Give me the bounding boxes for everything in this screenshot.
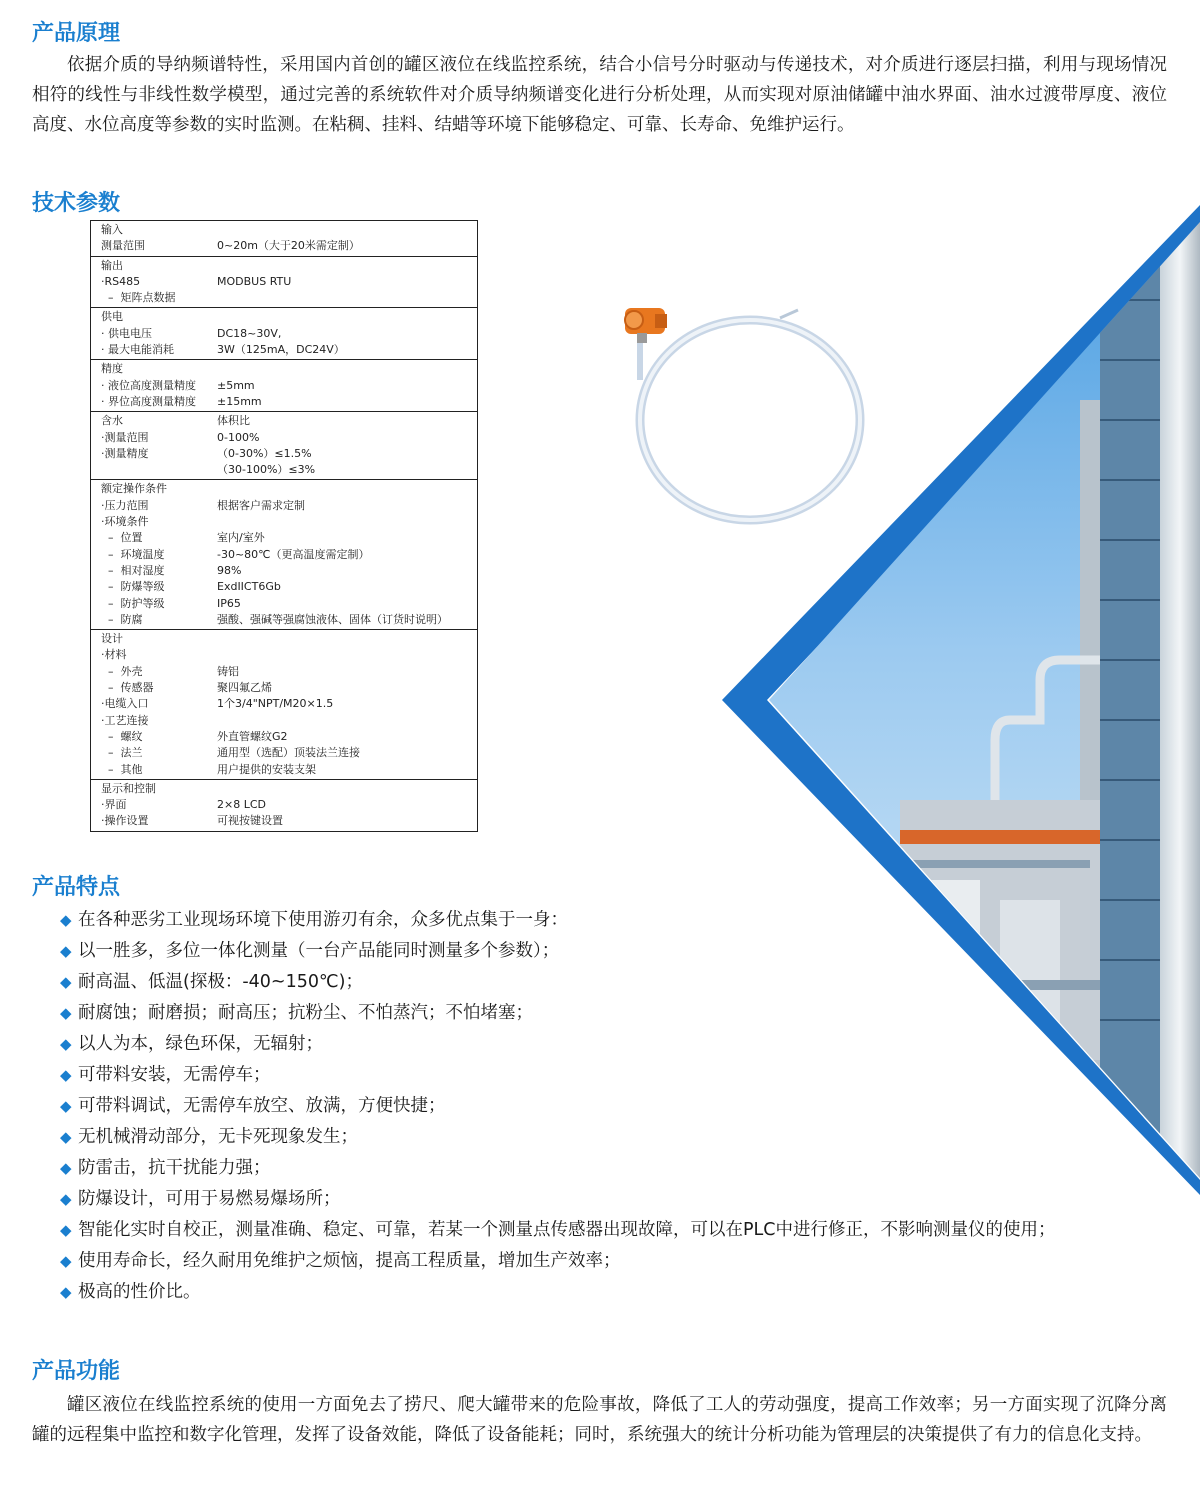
spec-key: 测量范围 bbox=[101, 239, 145, 253]
spec-key: · 最大电能消耗 bbox=[101, 343, 174, 357]
spec-key: – 防腐 bbox=[101, 612, 143, 626]
spec-key: ·测量范围 bbox=[101, 430, 149, 444]
spec-key: – 外壳 bbox=[101, 664, 143, 678]
spec-value: ±5mm bbox=[217, 378, 255, 392]
feature-item bbox=[60, 967, 1150, 998]
spec-row bbox=[101, 274, 477, 290]
diamond-bullet-icon: ◆ bbox=[60, 1221, 72, 1239]
spec-value: 0-100% bbox=[217, 430, 260, 444]
probe-illustration bbox=[625, 308, 860, 520]
feature-item bbox=[60, 1091, 1150, 1122]
spec-key bbox=[101, 462, 217, 478]
feature-item bbox=[60, 905, 1150, 936]
spec-key: – 防爆等级 bbox=[101, 580, 165, 594]
spec-key: – 位置 bbox=[101, 531, 143, 545]
spec-value: IP65 bbox=[217, 596, 241, 610]
spec-value: MODBUS RTU bbox=[217, 274, 292, 288]
spec-key: ·材料 bbox=[101, 648, 127, 662]
spec-group bbox=[91, 780, 477, 831]
function-paragraph: 罐区液位在线监控系统的使用一方面免去了捞尺、爬大罐带来的危险事故，降低了工人的劳动强度，提高工作效率；另一方面实现了沉降分离罐的远程集中监控和数字化管理，发挥了设备效能，降低了设备能耗；同时，系统强大的统计分析功能为管理层的决策提供了有力的信息化支持。 bbox=[32, 1395, 1167, 1445]
diamond-bullet-icon: ◆ bbox=[60, 1035, 72, 1053]
diamond-bullet-icon: ◆ bbox=[60, 1097, 72, 1115]
feature-text: 在各种恶劣工业现场环境下使用游刃有余，众多优点集于一身： bbox=[78, 910, 568, 930]
diamond-bullet-icon: ◆ bbox=[60, 911, 72, 929]
spec-key: · 液位高度测量精度 bbox=[101, 378, 196, 392]
spec-row bbox=[101, 514, 477, 530]
spec-key: ·测量精度 bbox=[101, 446, 149, 460]
spec-key: ·操作设置 bbox=[101, 814, 149, 828]
spec-value: 1个3/4"NPT/M20×1.5 bbox=[217, 697, 334, 711]
spec-group-title: 设计 bbox=[101, 632, 123, 646]
feature-text: 智能化实时自校正，测量准确、稳定、可靠，若某一个测量点传感器出现故障，可以在PLC中进行修正，不影响测量仪的使用； bbox=[78, 1220, 1056, 1240]
feature-text: 耐高温、低温(探极：-40~150℃)； bbox=[78, 972, 363, 992]
spec-group-title: 供电 bbox=[101, 310, 123, 324]
spec-key: · 界位高度测量精度 bbox=[101, 394, 196, 408]
spec-key: ·工艺连接 bbox=[101, 713, 149, 727]
feature-item bbox=[60, 998, 1150, 1029]
spec-row bbox=[101, 762, 477, 778]
diamond-bullet-icon: ◆ bbox=[60, 942, 72, 960]
spec-group bbox=[91, 412, 477, 480]
spec-key: – 环境温度 bbox=[101, 547, 165, 561]
principle-paragraph: 依据介质的导纳频谱特性，采用国内首创的罐区液位在线监控系统，结合小信号分时驱动与传递技术，对介质进行逐层扫描，利用与现场情况相符的线性与非线性数学模型，通过完善的系统软件对介质导纳频谱变化进行分析处理，从而实现对原油储罐中油水界面、油水过渡带厚度、液位高度、水位高度等参数的实时监测。在粘稠、挂料、结蜡等环境下能够稳定、可靠、长寿命、免维护运行。 bbox=[32, 55, 1167, 135]
spec-row bbox=[101, 680, 477, 696]
spec-key: · 供电电压 bbox=[101, 326, 152, 340]
spec-value: 98% bbox=[217, 563, 242, 577]
spec-row bbox=[101, 647, 477, 663]
spec-group bbox=[91, 630, 477, 780]
diamond-bullet-icon: ◆ bbox=[60, 973, 72, 991]
spec-table bbox=[90, 220, 478, 832]
function-heading: 产品功能 bbox=[32, 1359, 121, 1384]
feature-item bbox=[60, 1277, 1150, 1308]
spec-key: – 法兰 bbox=[101, 746, 143, 760]
spec-key: ·RS485 bbox=[101, 274, 141, 288]
spec-row bbox=[101, 745, 477, 761]
feature-text: 耐腐蚀；耐磨损；耐高压；抗粉尘、不怕蒸汽；不怕堵塞； bbox=[78, 1003, 533, 1023]
spec-row bbox=[101, 462, 477, 478]
spec-row bbox=[101, 612, 477, 628]
feature-text: 极高的性价比。 bbox=[78, 1282, 201, 1302]
spec-group bbox=[91, 221, 477, 257]
diamond-bullet-icon: ◆ bbox=[60, 1128, 72, 1146]
diamond-bullet-icon: ◆ bbox=[60, 1252, 72, 1270]
diamond-bullet-icon: ◆ bbox=[60, 1159, 72, 1177]
spec-value: （0-30%）≤1.5% bbox=[217, 446, 312, 460]
feature-text: 使用寿命长，经久耐用免维护之烦恼，提高工程质量，增加生产效率； bbox=[78, 1251, 621, 1271]
spec-row bbox=[101, 530, 477, 546]
spec-value bbox=[217, 713, 477, 729]
spec-group-title: 输出 bbox=[101, 258, 123, 272]
specs-heading: 技术参数 bbox=[32, 191, 121, 216]
feature-text: 防雷击，抗干扰能力强； bbox=[78, 1158, 271, 1178]
spec-value: -30~80℃（更高温度需定制） bbox=[217, 547, 370, 561]
spec-row bbox=[101, 342, 477, 358]
spec-key: – 传感器 bbox=[101, 681, 154, 695]
feature-item bbox=[60, 1184, 1150, 1215]
spec-value: ±15mm bbox=[217, 394, 262, 408]
spec-row bbox=[101, 596, 477, 612]
spec-value: 0~20m（大于20米需定制） bbox=[217, 239, 360, 253]
spec-key: ·界面 bbox=[101, 798, 127, 812]
spec-key: 含水 bbox=[101, 414, 123, 428]
feature-item bbox=[60, 1060, 1150, 1091]
spec-row bbox=[101, 563, 477, 579]
spec-group-title: 额定操作条件 bbox=[101, 482, 167, 496]
spec-row bbox=[101, 579, 477, 595]
spec-row bbox=[101, 713, 477, 729]
spec-key: – 防护等级 bbox=[101, 596, 165, 610]
diamond-bullet-icon: ◆ bbox=[60, 1066, 72, 1084]
principle-heading: 产品原理 bbox=[32, 21, 121, 46]
spec-value: （30-100%）≤3% bbox=[217, 463, 316, 477]
spec-row bbox=[101, 378, 477, 394]
spec-value: ExdIICT6Gb bbox=[217, 580, 281, 594]
spec-row bbox=[101, 547, 477, 563]
spec-key: – 矩阵点数据 bbox=[101, 291, 176, 305]
spec-value: 2×8 LCD bbox=[217, 798, 266, 812]
features-list bbox=[60, 905, 1150, 1308]
spec-row bbox=[101, 326, 477, 342]
spec-row bbox=[101, 813, 477, 829]
feature-item bbox=[60, 936, 1150, 967]
spec-value bbox=[217, 514, 477, 530]
spec-group-title: 显示和控制 bbox=[101, 781, 156, 795]
spec-value: 3W（125mA，DC24V） bbox=[217, 343, 345, 357]
feature-text: 可带料安装，无需停车； bbox=[78, 1065, 271, 1085]
spec-row bbox=[101, 238, 477, 254]
feature-item bbox=[60, 1215, 1150, 1246]
spec-value: 聚四氟乙烯 bbox=[217, 681, 272, 695]
spec-key: – 相对湿度 bbox=[101, 563, 165, 577]
feature-text: 可带料调试，无需停车放空、放满，方便快捷； bbox=[78, 1096, 446, 1116]
spec-row bbox=[101, 430, 477, 446]
feature-text: 以一胜多，多位一体化测量（一台产品能同时测量多个参数）； bbox=[78, 941, 560, 961]
spec-group bbox=[91, 360, 477, 412]
spec-group-title: 精度 bbox=[101, 362, 123, 376]
spec-value bbox=[217, 290, 477, 306]
spec-row bbox=[101, 413, 477, 429]
feature-item bbox=[60, 1122, 1150, 1153]
spec-value: 根据客户需求定制 bbox=[217, 498, 305, 512]
spec-key: ·压力范围 bbox=[101, 498, 149, 512]
spec-value: 室内/室外 bbox=[217, 531, 265, 545]
diamond-bullet-icon: ◆ bbox=[60, 1004, 72, 1022]
spec-value: 可视按键设置 bbox=[217, 814, 283, 828]
feature-text: 以人为本，绿色环保，无辐射； bbox=[78, 1034, 323, 1054]
spec-row bbox=[101, 498, 477, 514]
features-heading: 产品特点 bbox=[32, 875, 121, 900]
spec-row bbox=[101, 696, 477, 712]
spec-key: ·环境条件 bbox=[101, 515, 149, 529]
feature-text: 防爆设计，可用于易燃易爆场所； bbox=[78, 1189, 341, 1209]
spec-value: 强酸、强碱等强腐蚀液体、固体（订货时说明） bbox=[217, 612, 448, 626]
spec-row bbox=[101, 394, 477, 410]
feature-item bbox=[60, 1153, 1150, 1184]
spec-value bbox=[217, 647, 477, 663]
spec-value: 体积比 bbox=[217, 414, 250, 428]
diamond-bullet-icon: ◆ bbox=[60, 1283, 72, 1301]
feature-item bbox=[60, 1246, 1150, 1277]
spec-row bbox=[101, 797, 477, 813]
spec-group bbox=[91, 308, 477, 360]
feature-item bbox=[60, 1029, 1150, 1060]
spec-value: 通用型（选配）顶装法兰连接 bbox=[217, 746, 360, 760]
spec-key: – 其他 bbox=[101, 762, 143, 776]
spec-group bbox=[91, 480, 477, 630]
diamond-bullet-icon: ◆ bbox=[60, 1190, 72, 1208]
spec-key: – 螺纹 bbox=[101, 729, 143, 743]
spec-row bbox=[101, 446, 477, 462]
feature-text: 无机械滑动部分，无卡死现象发生； bbox=[78, 1127, 358, 1147]
spec-value: DC18~30V, bbox=[217, 326, 282, 340]
spec-value: 用户提供的安装支架 bbox=[217, 762, 316, 776]
spec-value: 外直管螺纹G2 bbox=[217, 729, 288, 743]
spec-row bbox=[101, 729, 477, 745]
spec-row bbox=[101, 290, 477, 306]
spec-group-title: 输入 bbox=[101, 223, 123, 236]
spec-row bbox=[101, 664, 477, 680]
spec-group bbox=[91, 257, 477, 309]
spec-key: ·电缆入口 bbox=[101, 697, 149, 711]
spec-value: 铸铝 bbox=[217, 664, 239, 678]
